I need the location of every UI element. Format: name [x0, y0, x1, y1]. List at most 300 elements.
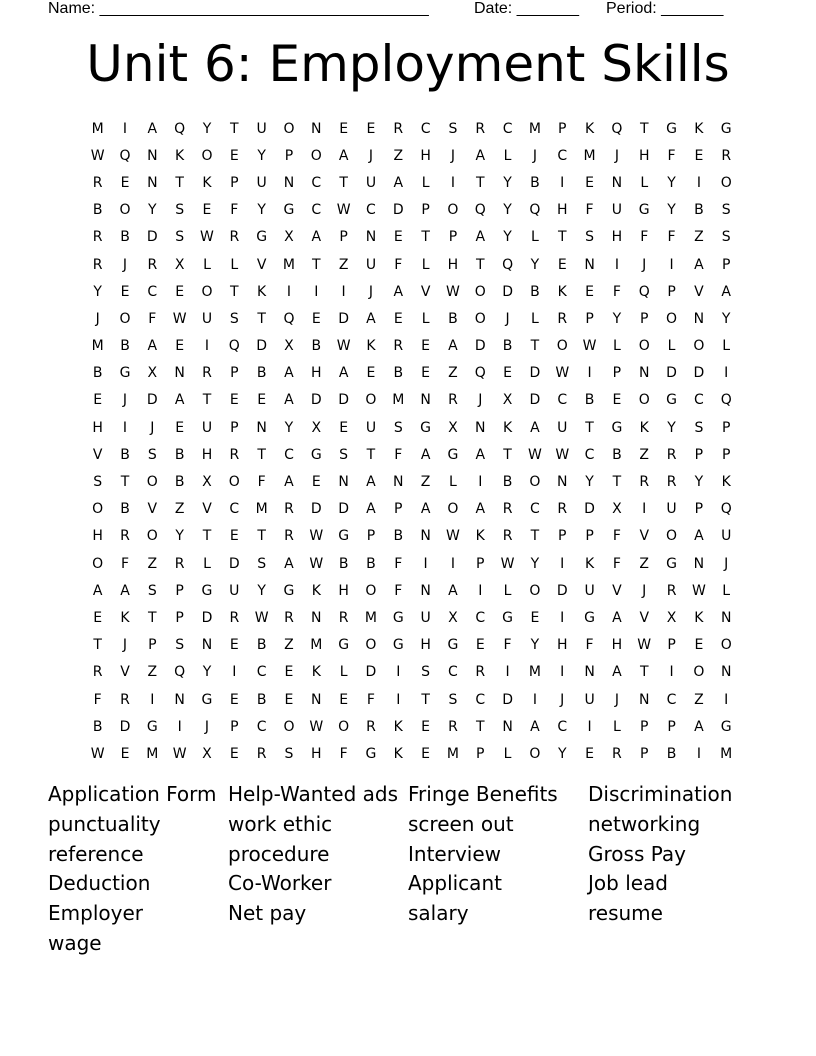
grid-letter: A — [420, 446, 431, 463]
grid-letter: W — [336, 202, 351, 219]
grid-letter: X — [311, 419, 322, 436]
grid-letter: C — [366, 202, 376, 219]
grid-letter: T — [639, 664, 649, 681]
grid-letter: Y — [503, 174, 512, 191]
grid-letter: F — [640, 229, 649, 246]
grid-letter: V — [92, 446, 103, 463]
grid-letter: K — [202, 174, 212, 191]
word-item: Employer — [48, 901, 143, 926]
grid-letter: R — [120, 528, 130, 545]
grid-letter: R — [202, 365, 212, 382]
grid-letter: X — [448, 419, 458, 436]
grid-letter: C — [448, 664, 458, 681]
grid-letter: G — [638, 202, 650, 219]
grid-letter: K — [694, 120, 704, 137]
grid-letter: H — [201, 446, 213, 463]
grid-letter: L — [503, 745, 512, 762]
grid-letter: A — [448, 582, 458, 599]
grid-row — [84, 659, 740, 686]
grid-letter: E — [585, 745, 594, 762]
grid-letter: P — [694, 446, 704, 463]
grid-letter: R — [229, 609, 240, 626]
grid-letter: Z — [174, 501, 185, 518]
grid-letter: J — [150, 419, 155, 436]
grid-letter: D — [338, 310, 349, 327]
grid-letter: N — [720, 664, 732, 681]
grid-letter: R — [393, 120, 404, 137]
grid-letter: N — [584, 664, 595, 681]
grid-letter: T — [421, 229, 430, 246]
grid-letter: Y — [148, 202, 157, 219]
word-item: Help-Wanted ads — [228, 782, 398, 806]
grid-letter: Q — [474, 202, 486, 219]
grid-letter: G — [666, 120, 677, 137]
grid-letter: D — [119, 718, 131, 735]
grid-letter: H — [311, 365, 322, 382]
grid-letter: R — [448, 718, 458, 735]
grid-letter: K — [584, 555, 595, 572]
grid-letter: F — [585, 637, 594, 654]
grid-letter: U — [201, 310, 213, 327]
letter-grid — [84, 115, 740, 768]
grid-letter: Y — [557, 745, 567, 762]
grid-letter: A — [475, 147, 486, 164]
grid-letter: A — [366, 310, 376, 327]
grid-letter: M — [528, 664, 541, 681]
grid-row — [84, 414, 740, 441]
grid-letter: R — [92, 174, 103, 191]
grid-letter: J — [642, 256, 647, 273]
grid-letter: N — [638, 365, 650, 382]
grid-letter: W — [309, 528, 324, 545]
grid-letter: X — [502, 392, 513, 409]
grid-letter: N — [475, 419, 486, 436]
grid-letter: C — [284, 446, 294, 463]
grid-letter: G — [310, 446, 322, 463]
grid-letter: G — [365, 745, 377, 762]
grid-letter: O — [529, 745, 541, 762]
name-field-label: Name: _____________________________________ — [48, 0, 429, 17]
grid-letter: P — [585, 310, 594, 327]
grid-letter: T — [312, 256, 321, 273]
grid-letter: O — [556, 338, 568, 355]
grid-letter: W — [555, 365, 570, 382]
grid-letter: H — [338, 582, 349, 599]
grid-letter: B — [174, 474, 185, 491]
grid-letter: Q — [638, 283, 650, 300]
grid-letter: L — [503, 147, 512, 164]
word-item: Gross Pay — [588, 841, 686, 866]
grid-letter: N — [338, 474, 349, 491]
grid-letter: L — [339, 664, 348, 681]
grid-letter: C — [475, 609, 486, 626]
grid-letter: Y — [93, 283, 102, 300]
grid-letter: T — [230, 120, 239, 137]
grid-letter: D — [502, 283, 513, 300]
grid-letter: T — [639, 120, 649, 137]
grid-letter: T — [585, 419, 594, 436]
grid-letter: Q — [283, 310, 295, 327]
grid-letter: R — [612, 745, 622, 762]
word-column — [408, 780, 588, 959]
grid-letter: B — [612, 446, 622, 463]
grid-row — [84, 740, 740, 767]
grid-letter: L — [531, 229, 539, 246]
grid-letter: G — [256, 229, 268, 246]
grid-letter: S — [175, 637, 185, 654]
grid-letter: U — [611, 202, 623, 219]
grid-letter: L — [531, 310, 539, 327]
grid-row — [84, 496, 740, 523]
grid-letter: I — [614, 256, 619, 273]
grid-letter: Y — [503, 229, 512, 246]
grid-letter: C — [557, 147, 568, 164]
grid-letter: N — [311, 609, 322, 626]
grid-letter: K — [694, 609, 704, 626]
word-column — [588, 780, 768, 959]
grid-letter: T — [366, 446, 376, 463]
grid-letter: G — [201, 582, 213, 599]
grid-letter: W — [254, 609, 269, 626]
grid-letter: Z — [338, 256, 349, 273]
grid-letter: V — [147, 501, 158, 518]
grid-letter: P — [558, 120, 567, 137]
grid-letter: Y — [721, 310, 731, 327]
grid-letter: M — [364, 609, 377, 626]
grid-letter: I — [450, 174, 455, 191]
grid-letter: P — [667, 283, 676, 300]
grid-letter: D — [666, 365, 677, 382]
grid-letter: Z — [147, 664, 158, 681]
grid-letter: H — [420, 147, 431, 164]
grid-letter: Q — [119, 147, 131, 164]
grid-letter: H — [611, 637, 623, 654]
grid-letter: F — [366, 691, 375, 708]
grid-letter: T — [202, 528, 212, 545]
grid-letter: Y — [612, 310, 622, 327]
grid-letter: A — [284, 555, 294, 572]
grid-letter: E — [366, 120, 376, 137]
grid-letter: S — [175, 202, 185, 219]
grid-letter: T — [93, 637, 102, 654]
grid-letter: E — [339, 691, 349, 708]
grid-letter: M — [282, 256, 295, 273]
grid-letter: O — [201, 283, 213, 300]
grid-letter: N — [147, 174, 158, 191]
grid-letter: A — [338, 365, 349, 382]
page-title: Unit 6: Employment Skills — [86, 35, 730, 93]
grid-letter: W — [446, 528, 460, 545]
grid-letter: I — [560, 555, 565, 572]
word-column — [228, 780, 408, 959]
grid-letter: G — [666, 392, 677, 409]
grid-letter: M — [583, 147, 596, 164]
grid-letter: P — [721, 256, 731, 273]
grid-letter: I — [696, 174, 701, 191]
grid-letter: K — [639, 419, 649, 436]
grid-letter: L — [612, 338, 621, 355]
grid-letter: B — [311, 338, 322, 355]
word-item: Co-Worker — [228, 871, 332, 896]
grid-letter: B — [256, 637, 267, 654]
grid-letter: A — [612, 664, 622, 681]
grid-letter: C — [584, 446, 595, 463]
grid-letter: C — [311, 174, 322, 191]
grid-letter: I — [587, 365, 592, 382]
grid-letter: K — [502, 419, 513, 436]
grid-row — [84, 169, 740, 196]
grid-letter: M — [146, 745, 159, 762]
grid-letter: N — [147, 147, 158, 164]
grid-letter: I — [724, 365, 729, 382]
grid-letter: R — [557, 310, 568, 327]
grid-letter: O — [201, 147, 213, 164]
grid-letter: D — [338, 392, 349, 409]
grid-letter: G — [666, 555, 677, 572]
grid-letter: S — [93, 474, 103, 491]
grid-letter: A — [366, 474, 376, 491]
grid-letter: I — [122, 419, 128, 436]
grid-letter: G — [392, 609, 404, 626]
grid-letter: G — [720, 120, 732, 137]
grid-letter: N — [283, 174, 295, 191]
grid-letter: N — [611, 174, 623, 191]
grid-letter: J — [532, 147, 537, 164]
grid-letter: O — [365, 582, 377, 599]
grid-letter: P — [640, 310, 649, 327]
grid-letter: U — [420, 609, 431, 626]
grid-letter: U — [229, 582, 240, 599]
grid-letter: G — [338, 637, 350, 654]
grid-letter: N — [420, 582, 431, 599]
grid-letter: C — [530, 501, 540, 518]
grid-letter: S — [147, 446, 157, 463]
grid-letter: L — [503, 582, 512, 599]
grid-letter: O — [310, 147, 322, 164]
grid-letter: R — [284, 501, 294, 518]
grid-letter: C — [420, 120, 431, 137]
grid-letter: B — [393, 365, 404, 382]
grid-letter: C — [311, 202, 322, 219]
grid-letter: O — [365, 637, 377, 654]
grid-letter: S — [721, 202, 731, 219]
grid-row — [84, 550, 740, 577]
grid-letter: J — [122, 256, 128, 273]
grid-letter: E — [229, 745, 239, 762]
word-item: reference — [48, 841, 144, 866]
word-item: Deduction — [48, 871, 151, 896]
grid-letter: P — [585, 528, 594, 545]
grid-letter: K — [393, 745, 403, 762]
grid-letter: I — [669, 664, 674, 681]
grid-letter: N — [584, 256, 595, 273]
grid-letter: P — [694, 501, 704, 518]
grid-letter: R — [120, 691, 130, 708]
grid-letter: B — [256, 691, 267, 708]
grid-row — [84, 441, 740, 468]
grid-letter: A — [694, 528, 704, 545]
word-item: Interview — [408, 841, 501, 866]
word-item: Job lead — [588, 871, 668, 896]
grid-letter: B — [502, 338, 513, 355]
grid-letter: D — [392, 202, 404, 219]
grid-letter: S — [448, 691, 458, 708]
grid-letter: D — [256, 338, 268, 355]
word-item: salary — [408, 901, 469, 926]
grid-letter: J — [614, 691, 619, 708]
grid-row — [84, 360, 740, 387]
word-item: procedure — [228, 841, 330, 866]
grid-letter: E — [202, 202, 212, 219]
grid-letter: H — [556, 202, 568, 219]
grid-letter: M — [255, 501, 268, 518]
grid-letter: X — [666, 609, 677, 626]
grid-letter: E — [612, 392, 622, 409]
grid-letter: D — [474, 338, 486, 355]
grid-letter: V — [639, 528, 650, 545]
grid-letter: N — [720, 609, 732, 626]
grid-letter: O — [638, 338, 650, 355]
grid-letter: I — [232, 664, 237, 681]
grid-letter: I — [587, 718, 592, 735]
grid-letter: T — [475, 718, 485, 735]
grid-letter: T — [120, 474, 130, 491]
grid-letter: M — [91, 120, 104, 137]
word-item: work ethic — [228, 811, 333, 836]
grid-letter: N — [638, 691, 650, 708]
grid-letter: O — [146, 528, 158, 545]
grid-letter: N — [256, 419, 267, 436]
grid-letter: J — [122, 392, 128, 409]
date-field-label: Date: _______ — [474, 0, 579, 17]
grid-letter: E — [421, 338, 431, 355]
grid-letter: D — [693, 365, 705, 382]
grid-letter: Y — [585, 474, 594, 491]
grid-letter: Q — [720, 501, 732, 518]
grid-letter: O — [119, 310, 131, 327]
grid-letter: C — [147, 283, 158, 300]
grid-letter: E — [393, 310, 403, 327]
grid-letter: N — [420, 528, 431, 545]
grid-letter: Z — [694, 229, 704, 246]
grid-letter: H — [92, 528, 103, 545]
grid-letter: D — [556, 582, 568, 599]
grid-letter: O — [720, 637, 732, 654]
grid-letter: A — [530, 419, 540, 436]
grid-letter: V — [612, 582, 622, 599]
grid-letter: F — [394, 555, 403, 572]
grid-letter: E — [175, 419, 185, 436]
word-item: Net pay — [228, 901, 307, 926]
grid-letter: R — [92, 229, 103, 246]
grid-letter: J — [642, 582, 647, 599]
grid-letter: B — [530, 283, 540, 300]
grid-letter: U — [256, 120, 267, 137]
grid-letter: X — [202, 745, 212, 762]
word-item: screen out — [408, 811, 514, 836]
grid-letter: U — [365, 256, 377, 273]
grid-letter: P — [640, 718, 649, 735]
grid-letter: F — [394, 256, 403, 273]
grid-letter: O — [666, 528, 678, 545]
grid-letter: Y — [202, 664, 212, 681]
grid-letter: N — [693, 310, 705, 327]
grid-letter: E — [229, 637, 239, 654]
grid-letter: Z — [639, 446, 650, 463]
word-item: Discrimination — [588, 782, 733, 806]
grid-letter: P — [339, 229, 348, 246]
grid-letter: Y — [530, 637, 540, 654]
grid-letter: F — [667, 229, 676, 246]
grid-letter: N — [502, 718, 513, 735]
grid-letter: K — [311, 664, 321, 681]
grid-letter: G — [720, 718, 732, 735]
grid-letter: W — [90, 745, 105, 762]
grid-letter: D — [529, 392, 541, 409]
grid-letter: E — [229, 392, 239, 409]
grid-letter: N — [393, 474, 404, 491]
grid-letter: I — [505, 664, 510, 681]
grid-letter: O — [338, 718, 350, 735]
grid-letter: Q — [174, 120, 186, 137]
grid-letter: C — [502, 120, 513, 137]
grid-letter: P — [230, 419, 239, 436]
grid-letter: P — [667, 718, 676, 735]
grid-letter: R — [366, 718, 376, 735]
grid-letter: Q — [611, 120, 623, 137]
grid-letter: R — [666, 474, 677, 491]
grid-letter: S — [175, 229, 185, 246]
grid-letter: K — [557, 283, 567, 300]
grid-letter: B — [530, 174, 540, 191]
grid-letter: T — [475, 174, 485, 191]
grid-letter: K — [175, 147, 185, 164]
grid-letter: I — [560, 174, 565, 191]
grid-letter: A — [174, 392, 185, 409]
word-item: Fringe Benefits — [408, 782, 558, 806]
grid-letter: O — [447, 202, 459, 219]
grid-letter: T — [503, 446, 512, 463]
grid-letter: E — [366, 365, 376, 382]
grid-letter: A — [612, 609, 622, 626]
grid-letter: H — [447, 256, 459, 273]
grid-letter: P — [721, 419, 731, 436]
grid-letter: P — [230, 174, 239, 191]
grid-letter: J — [614, 147, 619, 164]
grid-letter: L — [421, 256, 430, 273]
grid-letter: T — [257, 446, 266, 463]
grid-letter: N — [693, 555, 705, 572]
grid-letter: T — [339, 174, 348, 191]
grid-letter: J — [204, 718, 210, 735]
grid-letter: Y — [667, 419, 676, 436]
grid-letter: C — [475, 691, 486, 708]
grid-letter: Q — [720, 392, 732, 409]
grid-letter: O — [474, 283, 486, 300]
grid-letter: R — [92, 664, 103, 681]
grid-letter: W — [691, 582, 706, 599]
grid-letter: O — [666, 310, 678, 327]
grid-letter: P — [230, 718, 239, 735]
grid-letter: B — [120, 446, 130, 463]
grid-letter: F — [585, 202, 594, 219]
word-item: Applicant — [408, 871, 502, 896]
grid-letter: D — [338, 501, 349, 518]
grid-letter: D — [228, 555, 240, 572]
grid-letter: A — [92, 582, 103, 599]
grid-letter: A — [694, 256, 704, 273]
grid-letter: C — [256, 664, 267, 681]
